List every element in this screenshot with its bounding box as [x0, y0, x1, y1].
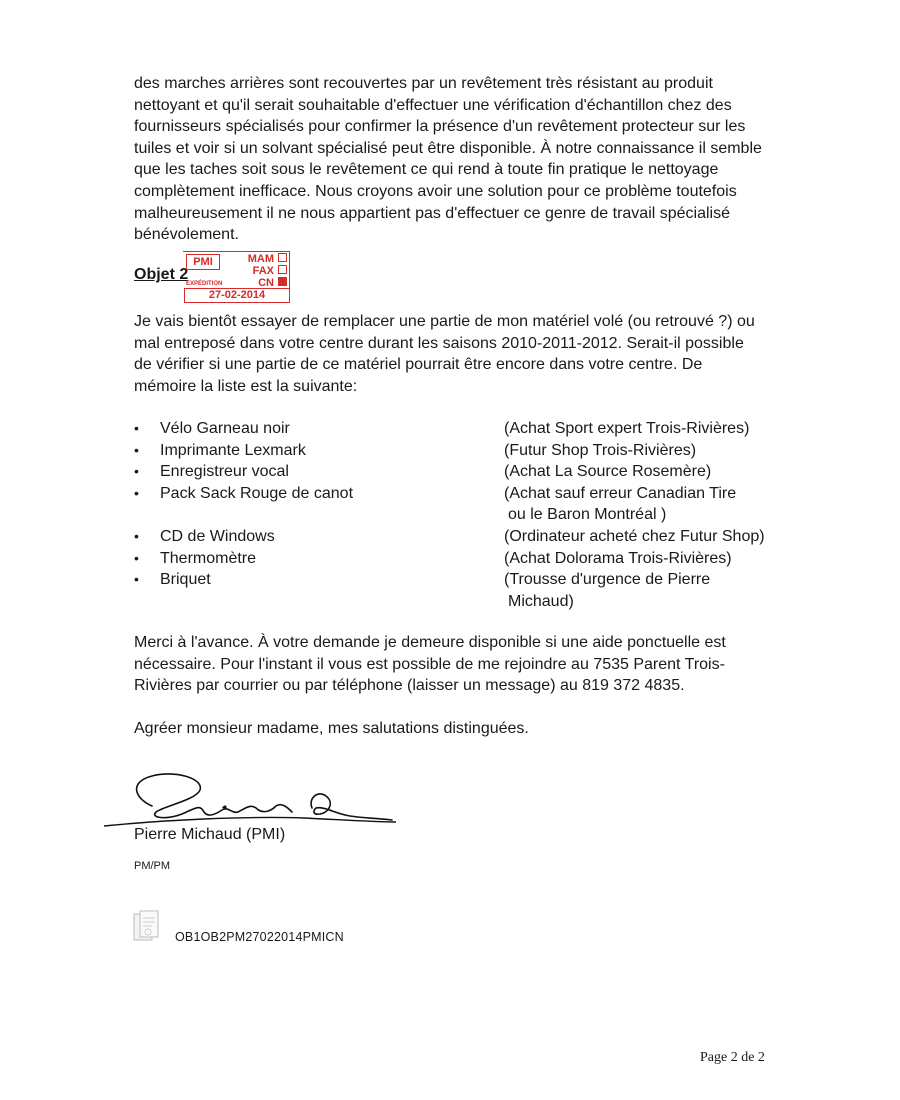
text-line: fournisseurs spécialisés pour confirmer la présence d'un revêtement protecteur sur les	[134, 118, 746, 136]
text-line: bénévolement.	[134, 226, 239, 244]
stamp-initials: PMI	[186, 254, 220, 270]
item-source: (Achat Dolorama Trois-Rivières)	[504, 549, 732, 567]
text-line: Merci à l'avance. À votre demande je demeure disponible si une aide ponctuelle est	[134, 634, 726, 651]
bullet-icon: •	[134, 484, 139, 501]
list-item	[134, 461, 774, 483]
text-line: Rivières par courrier ou par téléphone (laisser un message) au 819 372 4835.	[134, 677, 685, 695]
bullet-icon: •	[134, 571, 139, 588]
paragraph-2	[134, 311, 774, 397]
checked-checkbox-icon	[278, 277, 287, 286]
item-name: Thermomètre	[160, 549, 257, 567]
items-list	[134, 418, 774, 612]
bullet-icon: •	[134, 549, 139, 566]
signer-name: Pierre Michaud (PMI)	[134, 826, 286, 843]
text-line: tuiles et voir si un solvant spécialisé peut être disponible. À notre connaissance il semble	[134, 139, 762, 157]
attachment-document-icon	[132, 910, 160, 944]
text-line: nettoyant et qu'il serait souhaitable d'effectuer une vérification d'échantillon chez des	[134, 96, 732, 114]
checkbox-icon	[278, 253, 287, 262]
item-name: CD de Windows	[160, 527, 275, 545]
list-item	[134, 569, 774, 612]
stamp-date: 27-02-2014	[184, 288, 290, 303]
item-source: (Futur Shop Trois-Rivières)	[504, 441, 697, 459]
stamp-option-mam: MAM	[248, 253, 287, 265]
item-name: Enregistreur vocal	[160, 463, 289, 481]
item-source: (Achat Sport expert Trois-Rivières)	[504, 420, 750, 437]
page-number: Page 2 de 2	[700, 1050, 765, 1065]
stamp-expedition-label: EXPÉDITION	[186, 281, 223, 287]
stamp-option-fax: FAX	[253, 265, 287, 277]
document-code: OB1OB2PM27022014PMICN	[175, 930, 344, 944]
bullet-icon: •	[134, 527, 139, 544]
text-line: malheureusement il ne nous appartient pas d'effectuer ce genre de travail spécialisé	[134, 204, 731, 222]
text-line: nécessaire. Pour l'instant il vous est possible de me rejoindre au 7535 Parent Trois-	[134, 655, 725, 673]
text-line: mémoire la liste est la suivante:	[134, 377, 358, 395]
text-line: de vérifier si une partie de ce matériel pourrait être encore dans votre centre. De	[134, 356, 703, 374]
list-item	[134, 526, 774, 548]
bullet-icon: •	[134, 463, 139, 480]
text-line: Je vais bientôt essayer de remplacer une partie de mon matériel volé (ou retrouvé ?) ou	[134, 313, 755, 330]
bullet-icon: •	[134, 420, 139, 436]
objet-heading: Objet 2	[134, 266, 189, 283]
list-item	[134, 440, 774, 462]
paragraph-1	[134, 73, 774, 246]
bullet-icon: •	[134, 441, 139, 458]
item-source: (Achat sauf erreur Canadian Tire ou le Baron Montréal )	[504, 484, 737, 524]
list-item	[134, 483, 774, 526]
text-line: que les taches soit sous le revêtement ce qui rend à toute fin pratique le nettoyage	[134, 161, 719, 179]
item-source: (Achat La Source Rosemère)	[504, 463, 712, 481]
reference-initials: PM/PM	[134, 860, 171, 872]
item-name: Imprimante Lexmark	[160, 441, 306, 459]
text-line: complètement inefficace. Nous croyons avoir une solution pour ce problème toutefois	[134, 182, 737, 200]
expedition-stamp	[183, 251, 291, 301]
item-name: Pack Sack Rouge de canot	[160, 484, 354, 502]
closing-line: Agréer monsieur madame, mes salutations distinguées.	[134, 720, 529, 737]
checkbox-icon	[278, 265, 287, 274]
paragraph-3	[134, 632, 774, 697]
list-item	[134, 418, 774, 440]
stamp-option-cn: CN	[258, 277, 287, 289]
item-source: (Trousse d'urgence de Pierre Michaud)	[504, 571, 711, 610]
list-item	[134, 548, 774, 570]
item-name: Briquet	[160, 571, 211, 589]
text-line: mal entreposé dans votre centre durant les saisons 2010-2011-2012. Serait-il possible	[134, 334, 744, 352]
text-line: des marches arrières sont recouvertes par un revêtement très résistant au produit	[134, 75, 713, 92]
item-name: Vélo Garneau noir	[160, 420, 290, 437]
item-source: (Ordinateur acheté chez Futur Shop)	[504, 527, 765, 545]
